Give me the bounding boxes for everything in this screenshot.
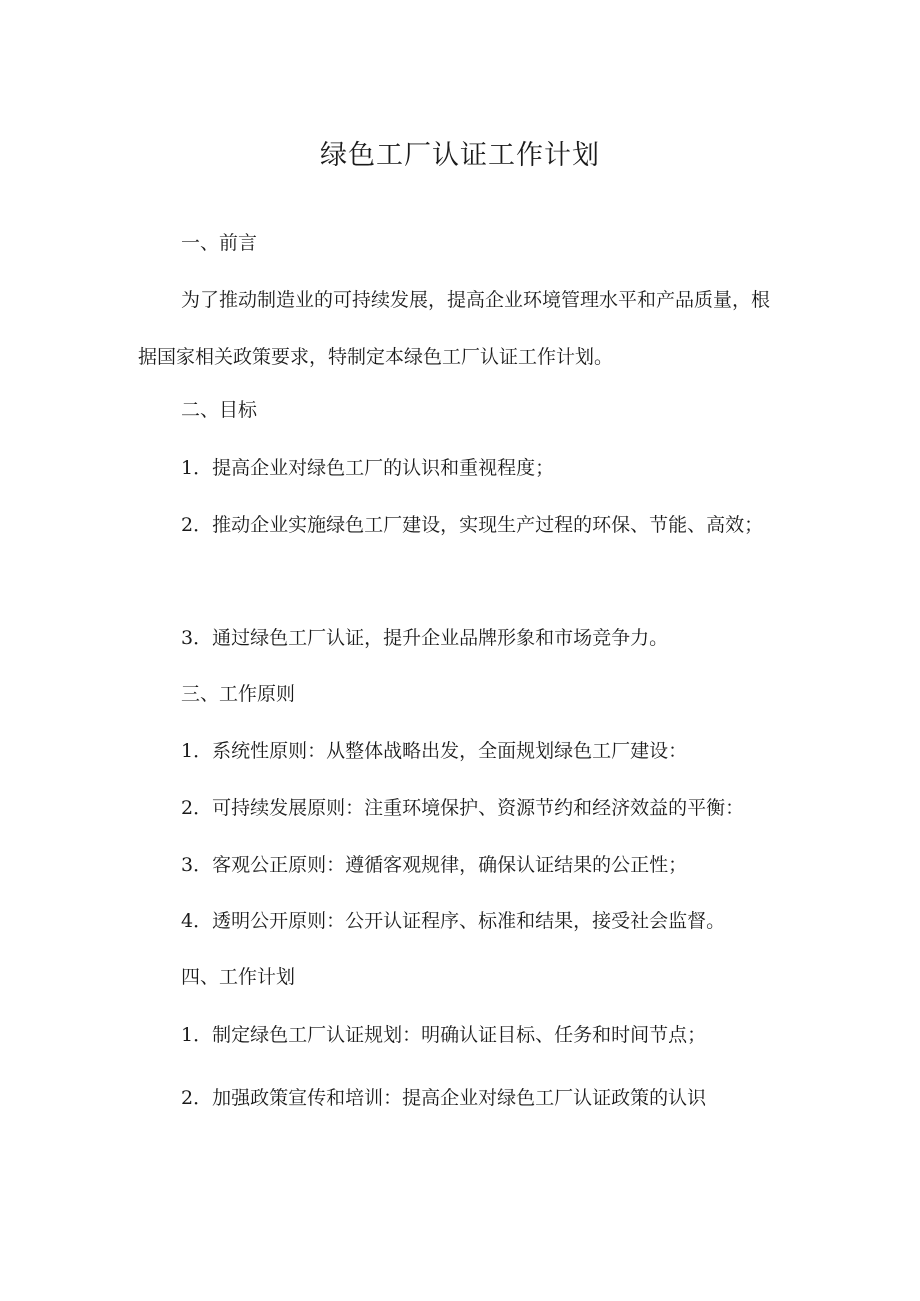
principle-item-3: 3．客观公正原则：遵循客观规律，确保认证结果的公正性； [181,854,688,876]
plan-item-1: 1．制定绿色工厂认证规划：明确认证目标、任务和时间节点； [181,1024,707,1046]
section-heading-principles: 三、工作原则 [181,683,296,705]
section-heading-plan: 四、工作计划 [181,966,296,988]
goal-item-1: 1．提高企业对绿色工厂的认识和重视程度； [181,457,555,479]
preface-paragraph: 为了推动制造业的可持续发展，提高企业环境管理水平和产品质量，根据国家相关政策要求，特制定本绿色工厂认证工作计划。 [138,289,771,368]
goal-item-2: 2．推动企业实施绿色工厂建设，实现生产过程的环保、节能、高效； [181,514,764,536]
plan-item-2: 2．加强政策宣传和培训：提高企业对绿色工厂认证政策的认识 [181,1087,707,1109]
goal-item-3: 3．通过绿色工厂认证，提升企业品牌形象和市场竞争力。 [181,627,669,649]
principle-item-4: 4．透明公开原则：公开认证程序、标准和结果，接受社会监督。 [181,910,726,932]
principle-item-2: 2．可持续发展原则：注重环境保护、资源节约和经济效益的平衡： [181,797,745,819]
principle-item-1: 1．系统性原则：从整体战略出发，全面规划绿色工厂建设： [181,740,688,762]
document-title: 绿色工厂认证工作计划 [320,140,600,171]
section-heading-preface: 一、前言 [181,232,258,254]
section-heading-goals: 二、目标 [181,399,258,421]
